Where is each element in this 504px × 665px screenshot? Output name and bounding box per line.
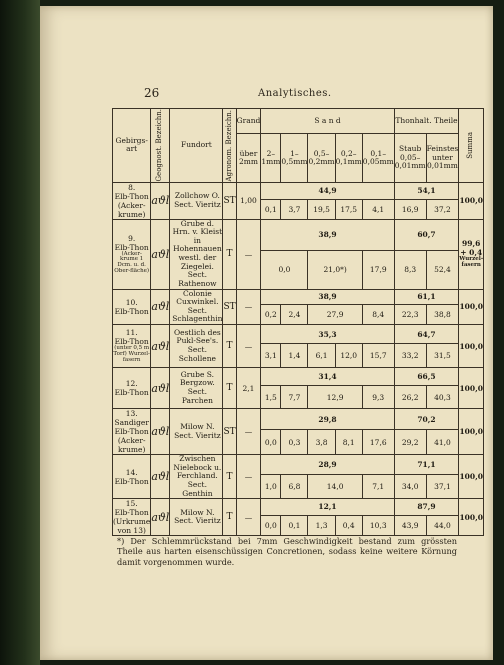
header-grand: Grand	[236, 109, 261, 134]
grand-value: —	[236, 455, 261, 499]
sand-fraction: 10,3	[362, 515, 394, 536]
header-thon: Thonhalt. Theile	[394, 109, 459, 134]
sand-fraction: 7,7	[281, 386, 308, 409]
sample-number: 9.	[128, 233, 136, 243]
sand-fraction: 1,4	[281, 344, 308, 368]
sand-fraction: 19,5	[308, 199, 335, 219]
sand-fraction: 9,3	[362, 386, 394, 409]
grand-value: —	[236, 325, 261, 368]
header-sand-col: 0,2–0,1mm	[335, 134, 362, 182]
sand-fraction: 21,0*)	[308, 250, 362, 289]
feinstes-value: 40,3	[426, 386, 459, 409]
sand-total: 38,9	[261, 289, 394, 305]
sand-fraction: 8,4	[362, 305, 394, 325]
agronom-code: T	[223, 368, 236, 409]
header-fundort: Fundort	[170, 109, 223, 183]
sand-fraction: 3,7	[281, 199, 308, 219]
agronom-code: ST	[223, 409, 236, 455]
sand-fraction: 6,1	[308, 344, 335, 368]
summa-cell	[459, 219, 484, 289]
table-row	[113, 455, 484, 475]
grand-value: —	[236, 219, 261, 289]
sand-fraction: 1,3	[308, 515, 335, 536]
rock-type: Elb-Thon	[114, 242, 149, 252]
header-feinstes: Feinstes unter 0,01mm	[426, 134, 459, 182]
sand-fraction: 0,4	[335, 515, 362, 536]
summa-cell	[459, 325, 484, 368]
staub-value: 26,2	[394, 386, 426, 409]
sand-fraction: 0,2	[261, 305, 281, 325]
staub-value: 16,9	[394, 199, 426, 219]
feinstes-value: 44,0	[426, 515, 459, 536]
fundort-cell: Grube d. Hrn. v. Kleist in Hohennauen westl. der Ziegelei. Sect. Rathenow	[170, 219, 223, 289]
rock-type: Elb-Thon	[114, 508, 149, 518]
sand-fraction: 0,0	[261, 250, 308, 289]
gebirgsart-cell	[113, 219, 151, 289]
header-staub: Staub 0,05–0,01mm	[394, 134, 426, 182]
sample-number: 13.	[125, 409, 138, 419]
sand-total: 31,4	[261, 368, 394, 386]
sand-total: 12,1	[261, 499, 394, 515]
thon-total: 71,1	[394, 455, 459, 475]
agronom-code: T	[223, 325, 236, 368]
sand-fraction: 8,1	[335, 430, 362, 455]
rock-type: Elb-Thon	[114, 306, 149, 316]
sand-fraction: 1,0	[261, 474, 281, 498]
feinstes-value: 41,0	[426, 430, 459, 455]
sand-fraction: 17,9	[362, 250, 394, 289]
rock-type: Elb-Thon	[114, 388, 149, 398]
thon-total: 61,1	[394, 289, 459, 305]
header-sand-col: 0,1–0,05mm	[362, 134, 394, 182]
sand-fraction: 0,0	[261, 515, 281, 536]
header-grand-sub: über 2mm	[236, 134, 261, 182]
sand-fraction: 1,5	[261, 386, 281, 409]
thon-total: 60,7	[394, 219, 459, 250]
sand-total: 44,9	[261, 182, 394, 199]
grand-value: 2,1	[236, 368, 261, 409]
sand-total: 35,3	[261, 325, 394, 344]
summa-cell	[459, 368, 484, 409]
staub-value: 43,9	[394, 515, 426, 536]
grand-value: —	[236, 289, 261, 325]
fundort-cell: Grube S. Bergzow. Sect. Parchen	[170, 368, 223, 409]
geognost-code: aϑl	[151, 455, 170, 499]
sand-fraction: 17,6	[362, 430, 394, 455]
header-agronom: Agronom. Bezeichn.	[223, 109, 236, 183]
sand-total: 28,9	[261, 455, 394, 475]
fundort-cell: Milow N. Sect. Vieritz	[170, 409, 223, 455]
gebirgsart-cell	[113, 368, 151, 409]
rock-type-sub: (Acker-krume)	[117, 436, 146, 455]
geognost-code: aϑl	[151, 368, 170, 409]
page-number: 26	[144, 86, 160, 100]
sample-number: 11.	[125, 328, 138, 338]
gebirgsart-cell	[113, 289, 151, 325]
sample-number: 8.	[128, 182, 136, 192]
sample-number: 12.	[125, 379, 138, 389]
agronom-code: T	[223, 219, 236, 289]
sample-number: 14.	[125, 467, 138, 477]
sand-fraction: 6,8	[281, 474, 308, 498]
table-row	[113, 499, 484, 515]
sand-fraction: 3,1	[261, 344, 281, 368]
agronom-code: ST	[223, 182, 236, 219]
feinstes-value: 37,2	[426, 199, 459, 219]
summa-value: 100,0	[459, 302, 483, 312]
sample-number: 10.	[125, 297, 138, 307]
gebirgsart-cell	[113, 409, 151, 455]
sand-fraction: 12,0	[335, 344, 362, 368]
rock-type-note: (Acker-krume 1 Dcm. u. d. Ober-fläche)	[114, 250, 150, 274]
summa-value: 100,0	[459, 196, 483, 206]
running-head: Analytisches.	[258, 88, 332, 99]
staub-value: 22,3	[394, 305, 426, 325]
gebirgsart-cell	[113, 499, 151, 536]
rock-type: Sandiger Elb-Thon	[114, 418, 149, 437]
geognost-code: aϑl	[151, 325, 170, 368]
grand-value: 1,00	[236, 182, 261, 219]
analysis-table	[112, 108, 484, 536]
fundort-cell: Oestlich des Pukl-See's. Sect. Schollene	[170, 325, 223, 368]
fundort-cell: Zollchow O. Sect. Vieritz	[170, 182, 223, 219]
header-geognost: Geognost. Bezeichn.	[151, 109, 170, 183]
header-sand-col: 1–0,5mm	[281, 134, 308, 182]
summa-value: 100,0	[459, 383, 483, 393]
grand-value: —	[236, 499, 261, 536]
thon-total: 70,2	[394, 409, 459, 430]
sand-fraction: 27,9	[308, 305, 362, 325]
sand-fraction: 0,3	[281, 430, 308, 455]
rock-type: Elb-Thon	[114, 191, 149, 201]
header-sand-col: 0,5–0,2mm	[308, 134, 335, 182]
header-sand-col: 2–1mm	[261, 134, 281, 182]
grand-value: —	[236, 409, 261, 455]
summa-cell	[459, 409, 484, 455]
table-row	[113, 219, 484, 250]
summa-value: 100,0	[459, 512, 483, 522]
summa-value: 99,6 + 0,4	[460, 239, 483, 258]
footnote: *) Der Schlemmrückstand bei 7mm Geschwindigkeit bestand zum grössten Theile aus harten eisenschüssigen Concretionen, sodass keine weitere Körnung damit vorgenommen wurde.	[117, 536, 457, 567]
table-body	[113, 182, 484, 536]
fundort-cell: Zwischen Nielebock u. Ferchland. Sect. Genthin	[170, 455, 223, 499]
sand-fraction: 0,1	[261, 199, 281, 219]
summa-value: 100,0	[459, 341, 483, 351]
staub-value: 33,2	[394, 344, 426, 368]
table-row	[113, 289, 484, 305]
book-gutter	[0, 0, 40, 665]
gebirgsart-cell	[113, 325, 151, 368]
summa-cell	[459, 182, 484, 219]
thon-total: 66,5	[394, 368, 459, 386]
header-gebirgsart: Gebirgs-art	[113, 109, 151, 183]
header-summa: Summa	[459, 109, 484, 183]
sample-number: 15.	[125, 499, 138, 509]
feinstes-value: 37,1	[426, 474, 459, 498]
rock-type-note: (unter 0,5 m Torf) Wurzel-fasern	[113, 345, 150, 363]
thon-total: 54,1	[394, 182, 459, 199]
agronom-code: T	[223, 455, 236, 499]
fundort-cell: Colonie Cuxwinkel. Sect. Schlagenthin	[170, 289, 223, 325]
table-row	[113, 182, 484, 199]
feinstes-value: 31,5	[426, 344, 459, 368]
table-row	[113, 368, 484, 386]
summa-cell	[459, 289, 484, 325]
sand-fraction: 7,1	[362, 474, 394, 498]
geognost-code: aϑl	[151, 289, 170, 325]
gebirgsart-cell	[113, 455, 151, 499]
sand-fraction: 15,7	[362, 344, 394, 368]
gebirgsart-cell	[113, 182, 151, 219]
sand-fraction: 17,5	[335, 199, 362, 219]
sand-fraction: 4,1	[362, 199, 394, 219]
agronom-code: ST	[223, 289, 236, 325]
geognost-code: aϑl	[151, 499, 170, 536]
table-row	[113, 409, 484, 430]
summa-cell	[459, 455, 484, 499]
rock-type-sub: (Urkrume von 13)	[113, 517, 151, 536]
fundort-cell: Milow N. Sect. Vieritz	[170, 499, 223, 536]
feinstes-value: 52,4	[426, 250, 459, 289]
summa-note: Wurzel-fasern	[459, 256, 484, 269]
sand-fraction: 0,1	[281, 515, 308, 536]
header-sand: S a n d	[261, 109, 394, 134]
staub-value: 29,2	[394, 430, 426, 455]
summa-value: 100,0	[459, 472, 483, 482]
rock-type-sub: (Acker-krume)	[117, 200, 146, 219]
geognost-code: aϑl	[151, 409, 170, 455]
geognost-code: aϑl	[151, 219, 170, 289]
rock-type: Elb-Thon	[114, 476, 149, 486]
thon-total: 87,9	[394, 499, 459, 515]
agronom-code: T	[223, 499, 236, 536]
thon-total: 64,7	[394, 325, 459, 344]
summa-value: 100,0	[459, 427, 483, 437]
sand-fraction: 12,9	[308, 386, 362, 409]
sand-fraction: 0,0	[261, 430, 281, 455]
rock-type: Elb-Thon	[114, 337, 149, 347]
geognost-code: aϑl	[151, 182, 170, 219]
sand-total: 29,8	[261, 409, 394, 430]
summa-cell	[459, 499, 484, 536]
table-row	[113, 325, 484, 344]
staub-value: 8,3	[394, 250, 426, 289]
sand-fraction: 14,0	[308, 474, 362, 498]
sand-total: 38,9	[261, 219, 394, 250]
staub-value: 34,0	[394, 474, 426, 498]
sand-fraction: 3,8	[308, 430, 335, 455]
feinstes-value: 38,8	[426, 305, 459, 325]
sand-fraction: 2,4	[281, 305, 308, 325]
